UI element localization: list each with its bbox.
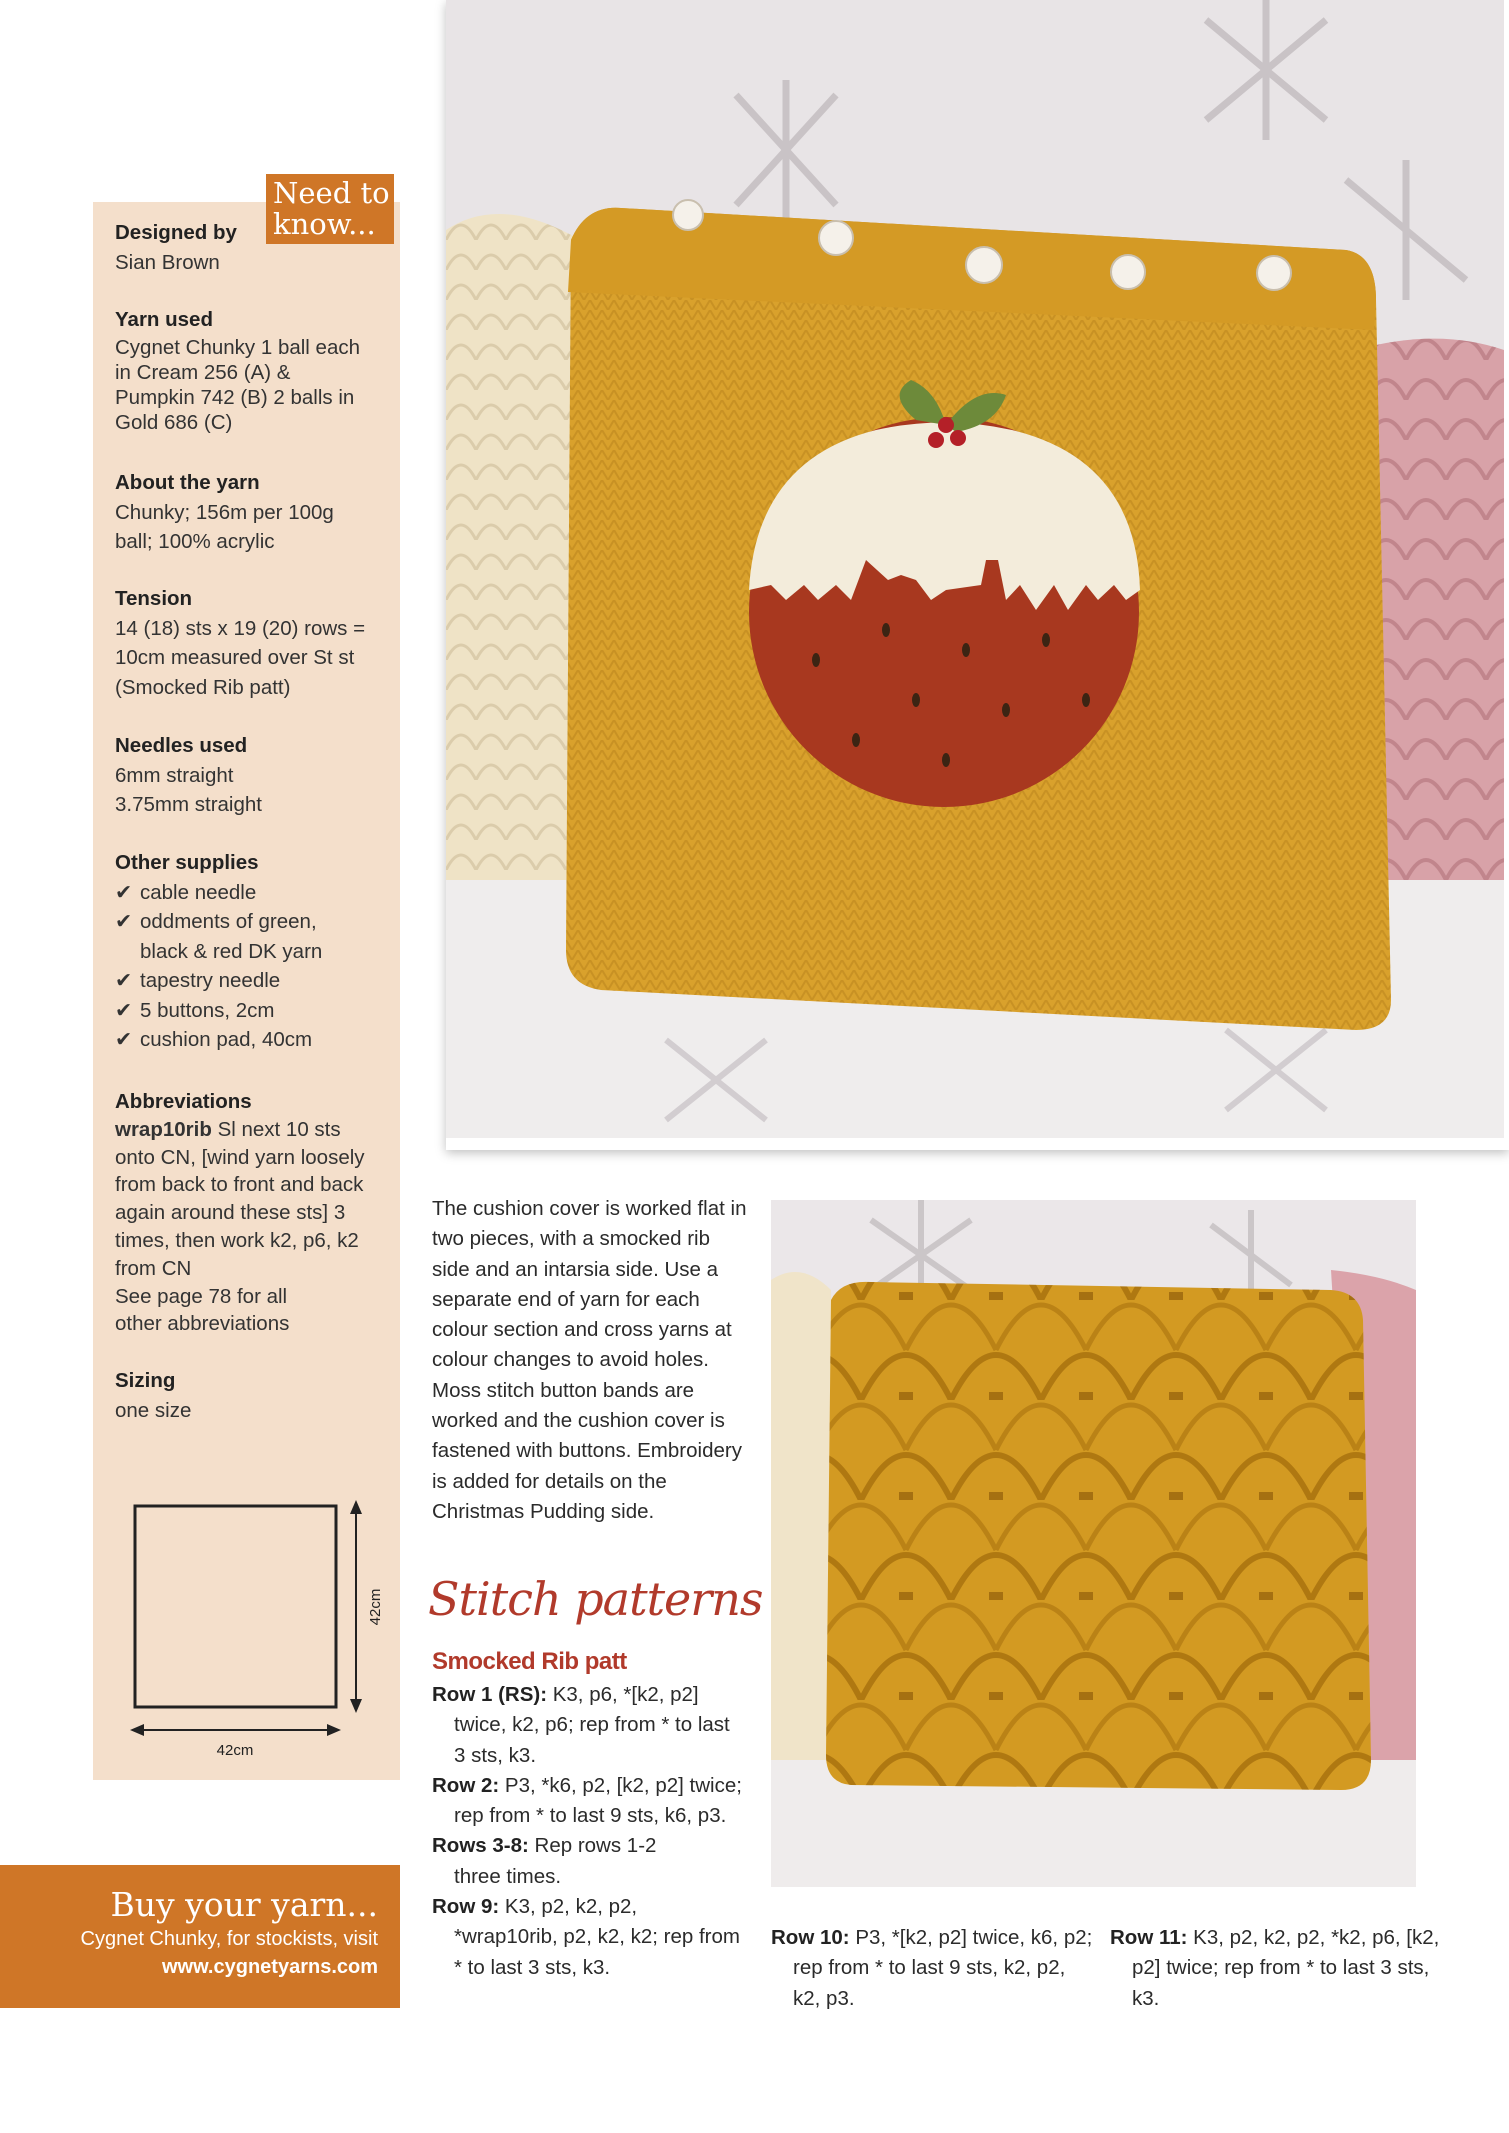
tension-heading: Tension: [115, 587, 193, 610]
designed-by-section: [115, 218, 395, 277]
abbreviation-definition: Sl next 10 sts onto CN, [wind yarn loosely from back to front and back again around these sts] 3 times, then work k2, p6, k2 from CN: [115, 1117, 365, 1280]
check-icon: ✔: [115, 880, 133, 904]
needles-heading: Needles used: [115, 734, 248, 757]
arrow-left-icon: [130, 1724, 144, 1736]
row-label: Row 2:: [432, 1773, 500, 1797]
row-text: K3, p6, *[k2, p2] twice, k2, p6; rep from * to last 3 sts, k3.: [454, 1683, 730, 1767]
pattern-rows-column: [432, 1680, 742, 1983]
stitch-patterns-title: Stitch patterns: [428, 1572, 763, 1626]
sizing-heading: Sizing: [115, 1369, 176, 1392]
intro-paragraph: The cushion cover is worked flat in two pieces, with a smocked rib side and an intarsia side. Use a separate end of yarn for each colour section and cross yarns at colour changes to avoid holes. Moss stitch button bands are worked and the cushion cover is fastened with buttons. Embroidery is added for details on the Christmas Pudding side.: [432, 1197, 747, 1523]
buy-yarn-url[interactable]: www.cygnetyarns.com: [162, 1956, 378, 1978]
arrow-up-icon: [350, 1500, 362, 1514]
designed-by-heading: Designed by: [115, 221, 237, 244]
smocked-rib-cushion-illustration: [771, 1200, 1416, 1887]
row-label: Row 1 (RS):: [432, 1683, 548, 1706]
supply-item: ✔ 5 buttons, 2cm: [115, 996, 375, 1026]
about-yarn-section: [115, 468, 365, 557]
check-icon: ✔: [115, 910, 133, 933]
arrow-right-icon: [327, 1724, 341, 1736]
buy-your-yarn-panel: [0, 1865, 400, 2008]
yarn-used-heading: Yarn used: [115, 308, 213, 331]
check-icon: ✔: [115, 1028, 133, 1051]
tension-text: 14 (18) sts x 19 (20) rows = 10cm measured over St st (Smocked Rib patt): [115, 616, 366, 699]
smocked-rib-cushion-photo: [771, 1200, 1416, 1887]
need-to-know-tag: Need to know...: [266, 174, 394, 244]
supply-item: ✔ cushion pad, 40cm: [115, 1025, 375, 1055]
pattern-row: [432, 1831, 684, 1892]
abbreviation-term: wrap10rib: [115, 1117, 212, 1141]
abbreviations-heading: Abbreviations: [115, 1090, 252, 1113]
about-yarn-heading: About the yarn: [115, 471, 260, 494]
pattern-row: [1110, 1923, 1442, 2014]
needles-line-2: 3.75mm straight: [115, 793, 262, 816]
sizing-section: [115, 1366, 395, 1425]
supply-item: ✔ tapestry needle: [115, 966, 375, 996]
yarn-used-section: [115, 305, 375, 435]
check-icon: ✔: [115, 998, 133, 1022]
sizing-text: one size: [115, 1398, 192, 1422]
check-icon: ✔: [115, 969, 133, 992]
supply-item: ✔ oddments of green, black & red DK yarn: [115, 907, 375, 966]
other-supplies-heading: Other supplies: [115, 851, 259, 874]
smocked-rib-pattern-title: Smocked Rib patt: [432, 1648, 627, 1675]
pattern-row: [771, 1923, 1093, 2014]
abbreviations-note: See page 78 for all other abbreviations: [115, 1284, 290, 1336]
needles-line-1: 6mm straight: [115, 763, 234, 787]
row-label: Rows 3-8:: [432, 1834, 529, 1858]
abbreviations-section: [115, 1088, 385, 1338]
about-yarn-text: Chunky; 156m per 100g ball; 100% acrylic: [115, 500, 334, 553]
row-text: K3, p2, k2, p2, *wrap10rib, p2, k2, k2; rep from * to last 3 sts, k3.: [454, 1895, 740, 1979]
pattern-row: [432, 1680, 742, 1771]
abbreviation-wrap10rib: [115, 1116, 385, 1283]
height-label: 42cm: [367, 1588, 384, 1626]
pudding-cushion-illustration: [446, 0, 1504, 1138]
row-label: Row 11:: [1110, 1926, 1188, 1949]
needles-section: [115, 731, 395, 820]
row-text: P3, *k6, p2, [k2, p2] twice; rep from * to last 9 sts, k6, p3.: [454, 1773, 742, 1828]
sizing-diagram: [100, 1487, 400, 1767]
supply-item: ✔ cable needle: [115, 878, 375, 908]
width-label: 42cm: [216, 1742, 254, 1759]
row-text: K3, p2, k2, p2, *k2, p6, [k2, p2] twice; rep from * to last 3 sts, k3.: [1132, 1926, 1440, 2010]
other-supplies-section: [115, 848, 375, 1055]
buy-yarn-stockists: Cygnet Chunky, for stockists, visit: [80, 1928, 378, 1950]
yarn-used-text: Cygnet Chunky 1 ball each in Cream 256 (A) & Pumpkin 742 (B) 2 balls in Gold 686 (C): [115, 335, 361, 434]
designer-name: Sian Brown: [115, 250, 220, 274]
arrow-down-icon: [350, 1699, 362, 1713]
row-label: Row 10:: [771, 1926, 850, 1949]
photo-background: [446, 0, 1504, 1138]
row-label: Row 9:: [432, 1895, 500, 1919]
pattern-row: [432, 1771, 742, 1832]
pattern-row: [432, 1892, 742, 1983]
row-text: P3, *[k2, p2] twice, k6, p2; rep from * to last 9 sts, k2, p2, k2, p3.: [793, 1926, 1093, 2010]
tension-section: [115, 584, 375, 702]
pudding-cushion-photo: [446, 0, 1509, 1150]
buy-yarn-title: Buy your yarn...: [110, 1885, 378, 1924]
row-text: Rep rows 1-2 three times.: [454, 1834, 657, 1888]
cushion-outline: [135, 1506, 336, 1707]
